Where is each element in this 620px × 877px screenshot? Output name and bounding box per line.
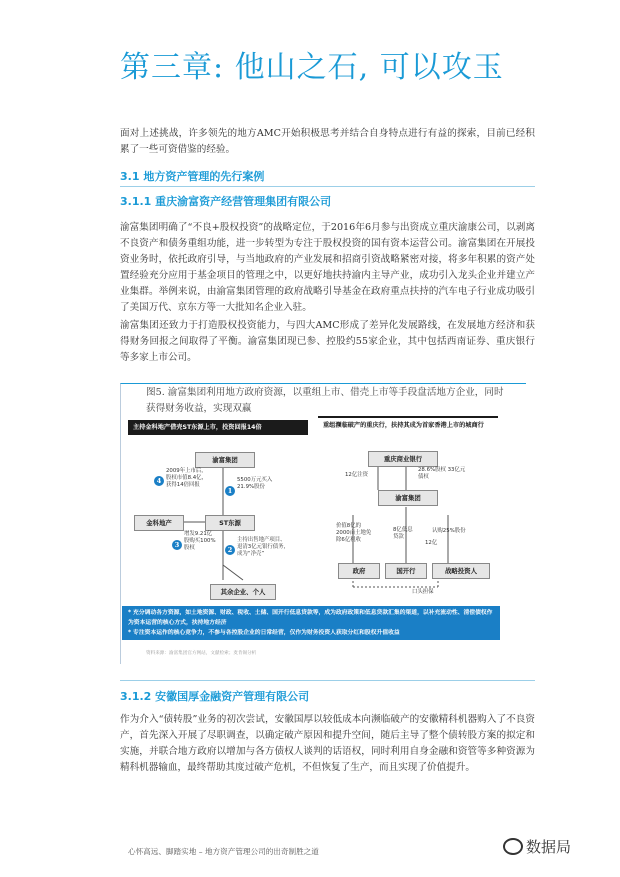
step-2-marker: 2 [225,537,235,556]
figure-caption: 图5. 渝富集团利用地方政府资源，以重组上市、借壳上市等手段盘活地方企业，同时获得财务收益，实现双赢 [146,387,504,414]
section-3-1-1-heading: 3.1.1 重庆渝富资产经营管理集团有限公司 [120,195,332,208]
step-3-marker: 3 [172,532,182,551]
st-dongyuan-box: ST东源 [205,515,255,531]
figure-source: 资料来源：渝富集团官方网站，文献检索；麦肯锡分析 [146,651,257,656]
wechat-icon [503,838,523,855]
jinke-box: 金科地产 [134,515,184,531]
step-1-marker: 1 [225,478,235,497]
left-panel-header: 主持金科地产借壳ST东源上市，投资回报14倍 [128,420,308,435]
paragraph-yufu-strategy: 渝富集团明确了“不良+股权投资”的战略定位，于2016年6月参与出资成立重庆渝康公司，以剥离不良资产和债务重组功能，进一步转型为专注于股权投资的国有资本运营公司。渝富集团在开展投资业务时，依托政府引导，与当地政府的产业发展和招商引资战略紧密对接，将多年积累的资产处置经验充分应用于基金项目的管理之中，以更好地扶持渝内主导产业，成功引入龙头企业并建立产业集群。举例来说，由渝富集团管理的政府战略引导基金在政府重点扶持的汽车电子行业成功吸引了美国万代、京东方等一大批知名企业入驻。 [120,222,535,313]
step-1-text: 5500万元买入21.9%股份 [237,477,273,490]
low-interest-loan-text: 8亿低息贷款 [393,527,413,540]
other-shareholders-box: 其余企业、个人 [210,584,276,600]
section-divider [120,186,535,187]
paragraph-anhui-guohou: 作为介入“债转股”业务的初次尝试，安徽国厚以较低成本向濒临破产的安徽精科机器购入了不良资产，首先深入开展了尽职调查，以确定破产原因和提升空间，随后主导了整个债转股方案的拟定和实施，并联合地方政府以增加与各方债权人谈判的话语权，同时利用自身金融和资管等多种资源为精科机器输血，最终帮助其度过破产危机，不但恢复了生产，而且实现了价值提升。 [120,714,535,773]
figure-notes [122,606,500,640]
note-2: * 专注资本运作的核心竞争力，不参与各控股企业的日常经营，仅作为财务投资人获取分红和股权升值收益 [128,630,400,636]
right-panel [318,416,498,433]
intro-paragraph: 面对上述挑战，许多领先的地方AMC开始积极思考并结合自身特点进行有益的探索，目前已经积累了一些可资借鉴的经验。 [120,128,535,155]
section-3-1-heading: 3.1 地方资产管理的先行案例 [120,170,265,183]
equity-claims-text: 28.6%股权 33亿元债权 [418,467,466,480]
paragraph-yufu-equity: 渝富集团还致力于打造股权投资能力，与四大AMC形成了差异化发展路线，在发展地方经济和获得财务回报之间取得了平衡。渝富集团现已参、控股约55家企业，其中包括西南证券、重庆银行等多家上市公司。 [120,320,535,363]
right-yufu-box: 渝富集团 [378,490,438,506]
land-tax-text: 价值8亿的2000亩土地免除6亿税收 [336,523,372,543]
watermark: 数据局 [526,838,572,856]
section-3-1-2-heading: 3.1.2 安徽国厚金融资产管理有限公司 [120,690,310,703]
step-3-text: 增发9.21亿股购买100%股权 [184,531,216,551]
capital-injection-text: 12亿注资 [345,472,369,478]
cdb-box: 国开行 [385,563,427,579]
page-title: 第三章: 他山之石, 可以攻玉 [120,50,504,85]
right-panel-header: 重组濒临破产的重庆行，扶持其成为首家香港上市的城商行 [318,416,498,433]
strategic-investor-box: 战略投资人 [432,563,490,579]
twelve-billion-text: 12亿 [425,540,438,546]
verbal-guarantee-text: 口头担保 [412,589,434,595]
step-2-text: 主持出售地产项目、退清3亿元银行债务，成为“净壳” [237,537,289,557]
page-footer: 心怀高远、脚踏实地 – 地方资产管理公司的出奇制胜之道 [128,847,319,856]
left-yufu-box: 渝富集团 [195,452,255,468]
step-4-text: 2009年上市后，股权市值8.4亿，获得14倍回报 [166,468,207,488]
subscription-text: 认购25%股份 [432,528,466,534]
section-divider [120,680,535,681]
note-1: * 充分调动各方资源，如土地资源、财政、税收、土储、国开行低息贷款等，成为政府政策和低息贷款汇集的渠道，以补充流动性、清偿债权作为资本运营的核心方式，扶持地方经济 [128,610,493,626]
step-4-marker: 4 [154,468,164,487]
left-panel [128,420,308,435]
chongqing-bank-box: 重庆商业银行 [368,451,438,467]
government-box: 政府 [338,563,380,579]
